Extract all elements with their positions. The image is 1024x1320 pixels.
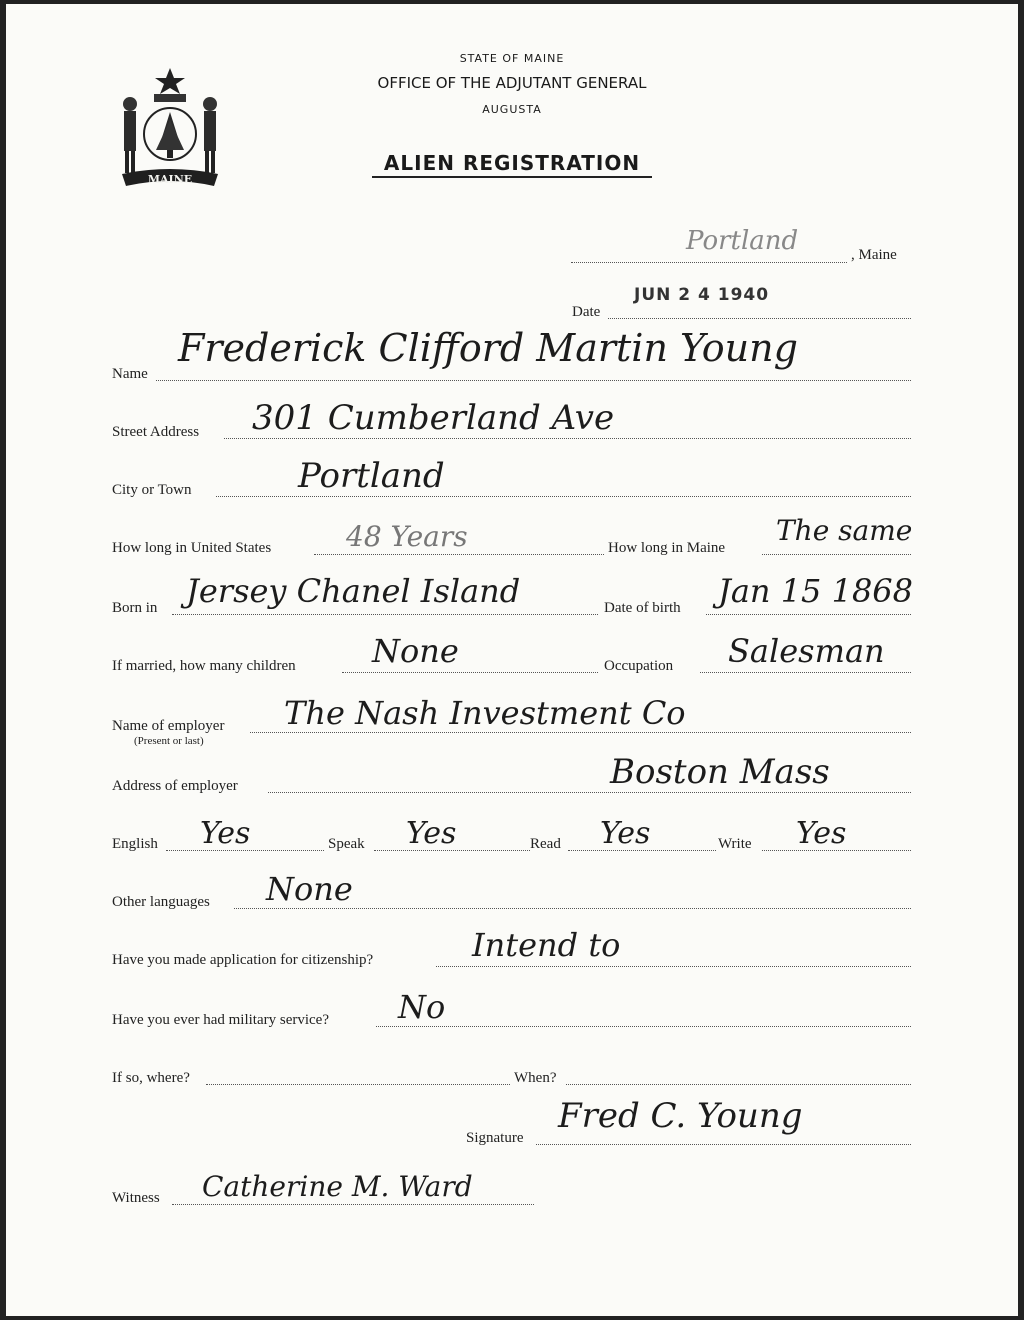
street-address-label: Street Address — [112, 424, 200, 440]
street-address-value: 301 Cumberland Ave — [252, 398, 615, 438]
speak-value: Yes — [406, 816, 457, 851]
other-languages-line — [234, 908, 911, 909]
employer-sublabel: (Present or last) — [134, 735, 204, 747]
children-line — [342, 672, 598, 673]
how-long-maine-line — [762, 554, 911, 555]
citizenship-label: Have you made application for citizenship? — [112, 952, 374, 968]
where-label: If so, where? — [112, 1070, 190, 1086]
occupation-line — [700, 672, 911, 673]
employer-address-label: Address of employer — [112, 778, 238, 794]
date-line — [608, 318, 911, 319]
read-label: Read — [530, 836, 561, 852]
write-label: Write — [718, 836, 752, 852]
place-line — [571, 262, 847, 263]
date-of-birth-line — [706, 614, 911, 615]
english-value: Yes — [200, 816, 251, 851]
other-languages-label: Other languages — [112, 894, 210, 910]
date-stamp: JUN 2 4 1940 — [634, 285, 770, 305]
employer-address-line — [268, 792, 911, 793]
citizenship-value: Intend to — [472, 926, 621, 964]
how-long-maine-value: The same — [776, 514, 913, 547]
military-line — [376, 1026, 911, 1027]
witness-label: Witness — [112, 1190, 160, 1206]
date-of-birth-value: Jan 15 1868 — [718, 572, 914, 610]
svg-text:MAINE: MAINE — [147, 173, 193, 186]
military-value: No — [398, 988, 446, 1026]
city-label: City or Town — [112, 482, 192, 498]
employer-line — [250, 732, 911, 733]
born-in-value: Jersey Chanel Island — [186, 572, 521, 610]
date-label: Date — [572, 304, 601, 320]
citizenship-line — [436, 966, 911, 967]
witness-line — [172, 1204, 534, 1205]
form-title-underline — [372, 176, 652, 178]
employer-address-value: Boston Mass — [610, 752, 830, 792]
header-office: OFFICE OF THE ADJUTANT GENERAL — [377, 74, 647, 92]
date-of-birth-label: Date of birth — [604, 600, 681, 616]
when-label: When? — [514, 1070, 557, 1086]
employer-value: The Nash Investment Co — [284, 694, 686, 732]
signature-line — [536, 1144, 911, 1145]
how-long-us-line — [314, 554, 604, 555]
born-in-line — [172, 614, 598, 615]
children-label: If married, how many children — [112, 658, 296, 674]
born-in-label: Born in — [112, 600, 158, 616]
how-long-maine-label: How long in Maine — [608, 540, 726, 556]
other-languages-value: None — [266, 870, 353, 908]
maine-label: , Maine — [851, 247, 897, 263]
city-value: Portland — [298, 456, 445, 496]
city-line — [216, 496, 911, 497]
where-line — [206, 1084, 510, 1085]
when-line — [566, 1084, 911, 1085]
write-value: Yes — [796, 816, 847, 851]
occupation-value: Salesman — [728, 632, 885, 670]
registration-form-page — [6, 4, 1018, 1316]
english-label: English — [112, 836, 158, 852]
signature-value: Fred C. Young — [558, 1096, 803, 1136]
speak-label: Speak — [328, 836, 365, 852]
form-title: ALIEN REGISTRATION — [383, 151, 641, 175]
employer-label: Name of employer — [112, 718, 225, 734]
name-value: Frederick Clifford Martin Young — [178, 326, 798, 370]
read-value: Yes — [600, 816, 651, 851]
street-address-line — [224, 438, 911, 439]
name-line — [156, 380, 911, 381]
occupation-label: Occupation — [604, 658, 674, 674]
header-city: AUGUSTA — [482, 103, 542, 116]
name-label: Name — [112, 366, 148, 382]
place-value: Portland — [686, 226, 799, 256]
header-state: STATE OF MAINE — [459, 52, 565, 65]
how-long-us-value: 48 Years — [346, 520, 468, 553]
military-label: Have you ever had military service? — [112, 1012, 329, 1028]
signature-label: Signature — [466, 1130, 524, 1146]
children-value: None — [372, 632, 459, 670]
how-long-us-label: How long in United States — [112, 540, 272, 556]
witness-value: Catherine M. Ward — [202, 1170, 473, 1203]
